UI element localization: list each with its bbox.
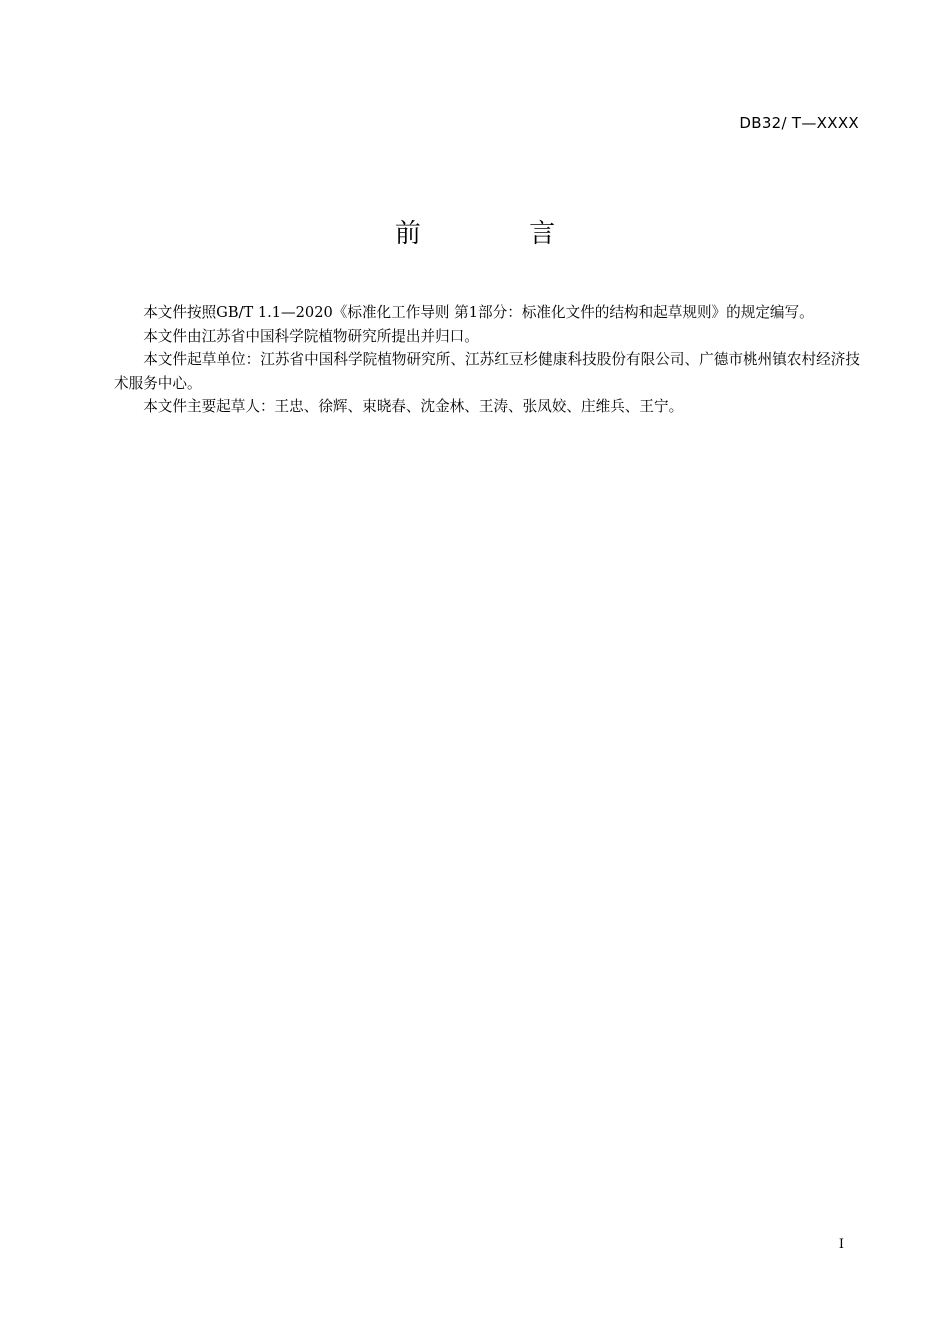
paragraph-proposer: 本文件由江苏省中国科学院植物研究所提出并归口。 (143, 327, 479, 345)
paragraph-drafting-rules: 本文件按照GB/T 1.1—2020《标准化工作导则 第1部分：标准化文件的结构和起草规则》的规定编写。 (143, 304, 814, 321)
preface-title: 前 言 (394, 219, 606, 249)
page-number: I (838, 1237, 844, 1252)
paragraph-drafting-units: 本文件起草单位：江苏省中国科学院植物研究所、江苏红豆杉健康科技股份有限公司、广德市桃州镇农村经济技术服务中心。 (114, 351, 860, 392)
preface-body (114, 301, 860, 419)
paragraph-drafters: 本文件主要起草人：王忠、徐辉、束晓春、沈金林、王涛、张凤姣、庄维兵、王宁。 (143, 398, 684, 415)
document-code: DB32/ T—XXXX (739, 114, 859, 132)
